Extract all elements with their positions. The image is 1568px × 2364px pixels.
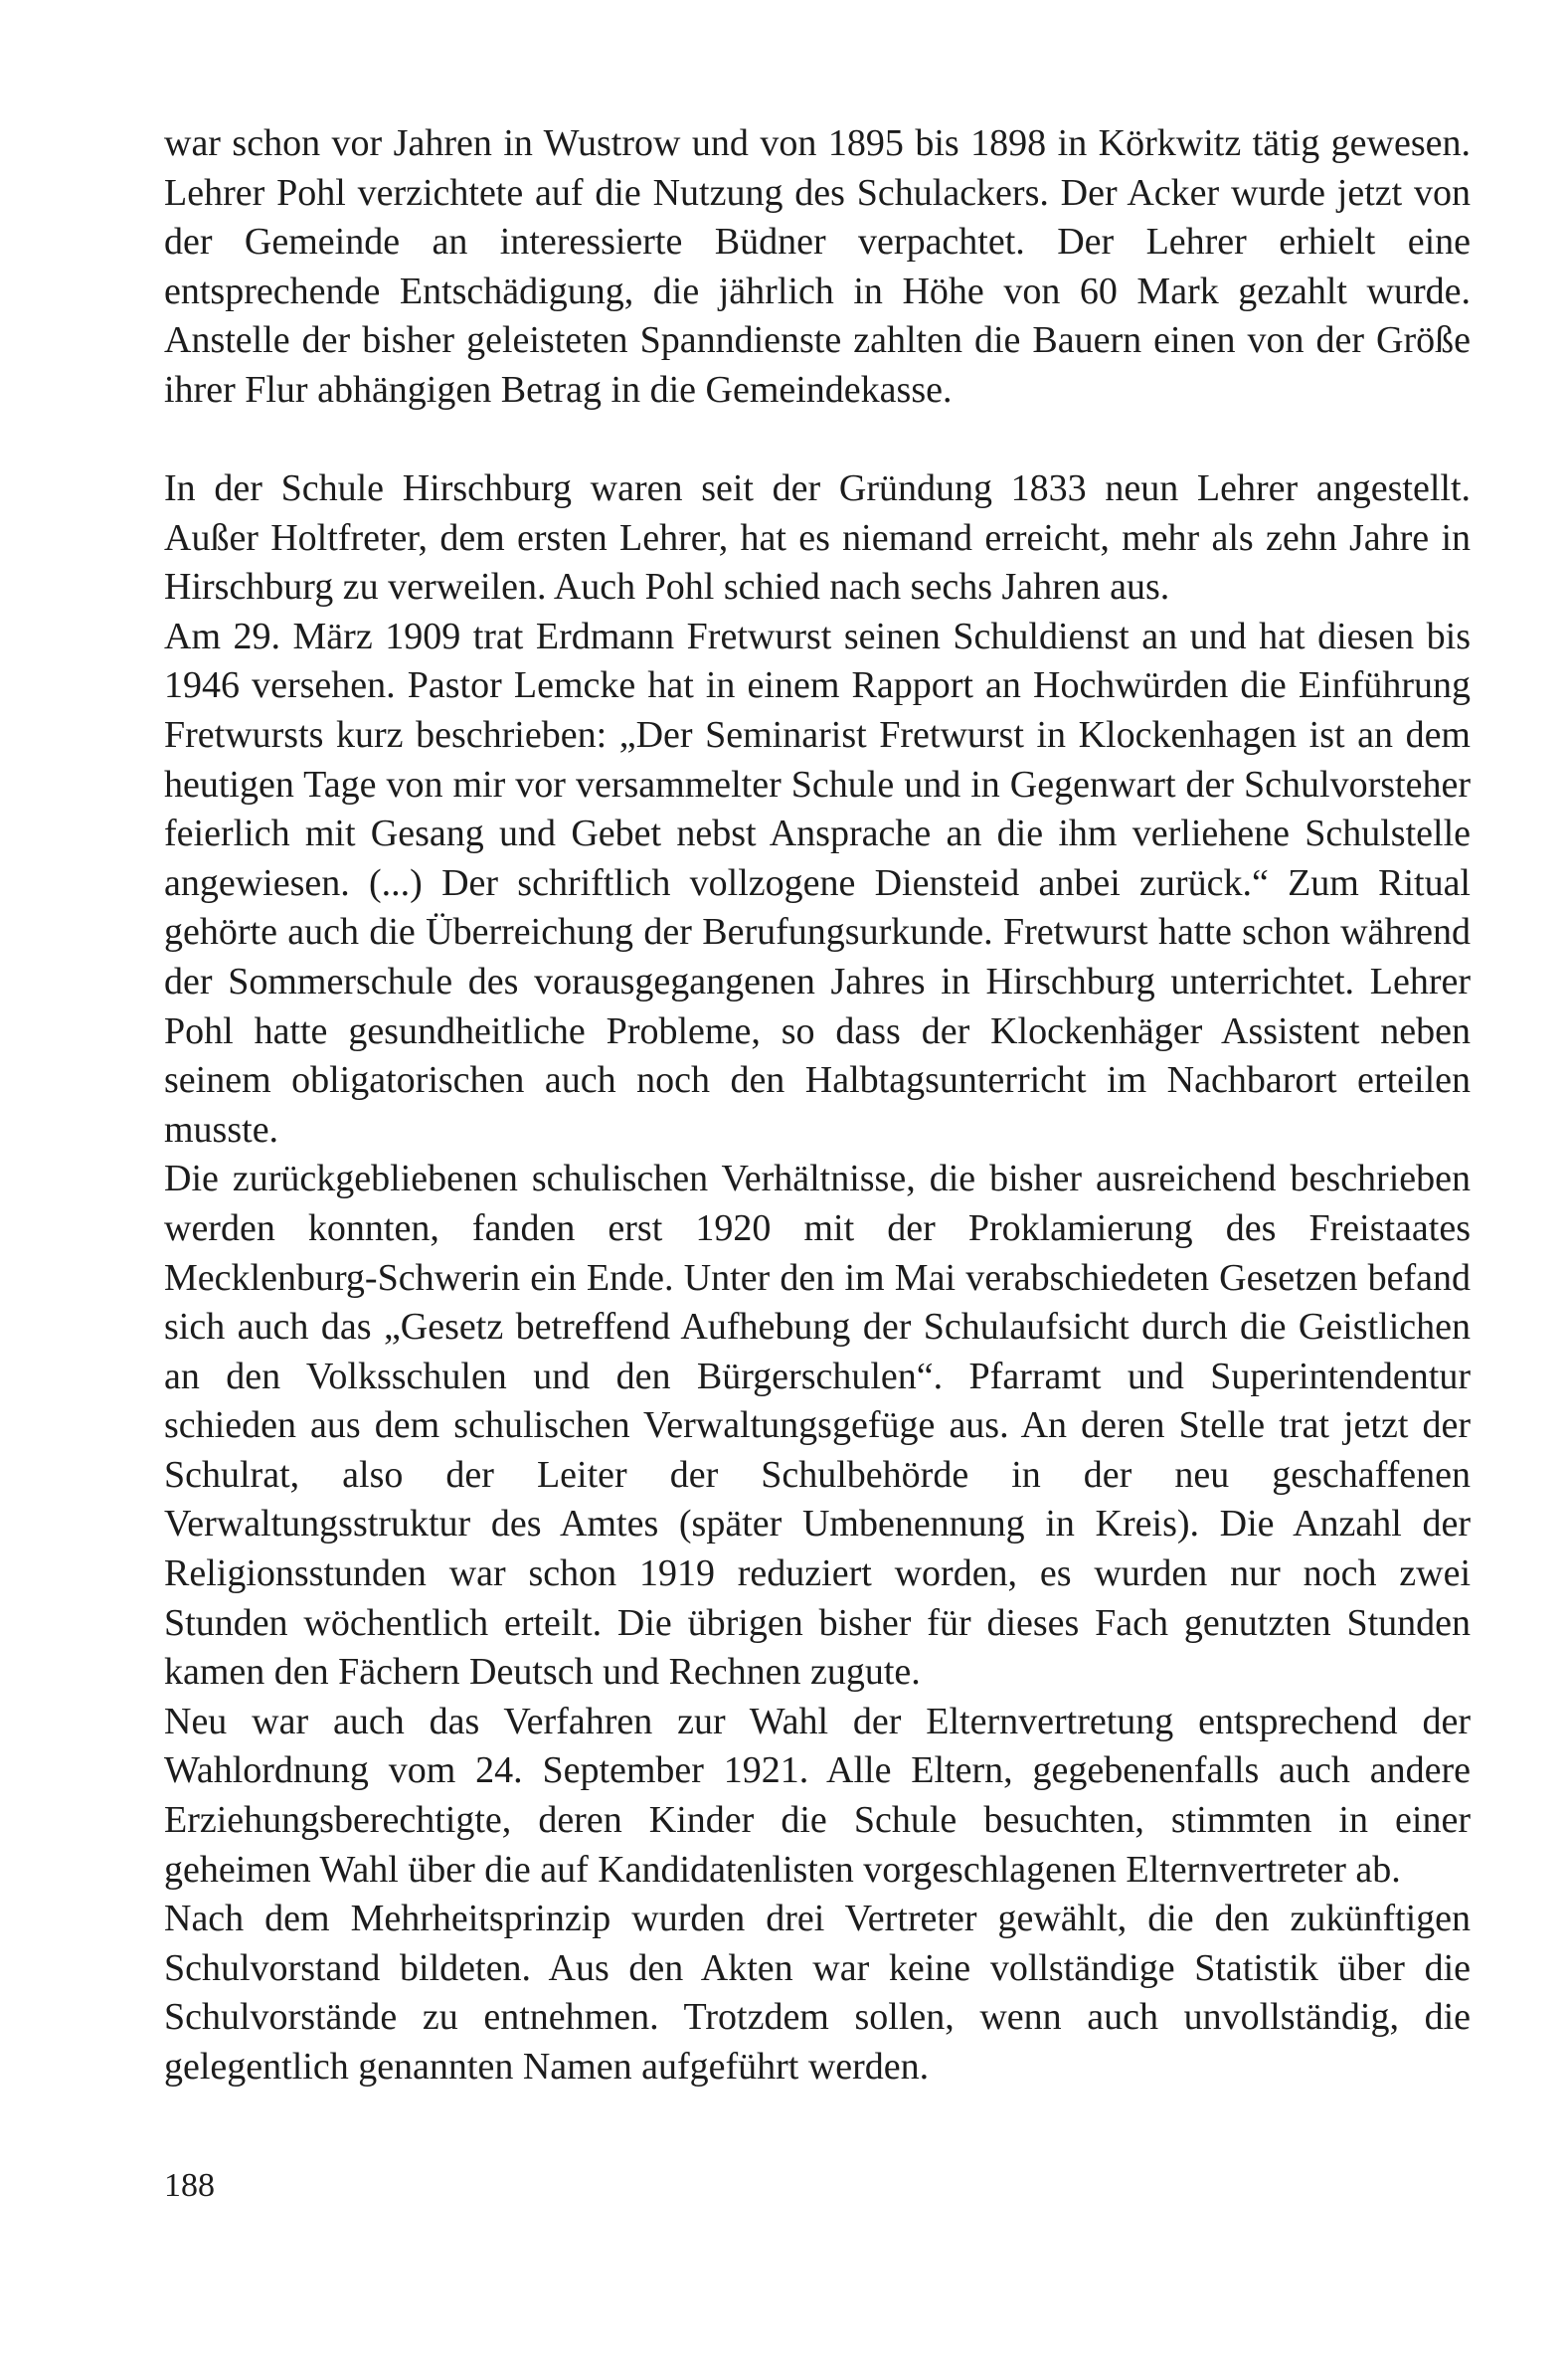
paragraph: Neu war auch das Verfahren zur Wahl der Elternvertretung entsprechend der Wahlordnung vom 24. September 1921. Alle Eltern, gegebenenfalls auch andere Erziehungsberechtigte, deren Kinder die Schule besuchten, stimmten in einer geheimen Wahl über die auf Kandidatenlisten vorgeschlagenen Elternvertreter ab. bbox=[164, 1700, 1471, 1891]
paragraph: Am 29. März 1909 trat Erdmann Fretwurst seinen Schuldienst an und hat diesen bis 1946 versehen. Pastor Lemcke hat in einem Rapport an Hochwürden die Einführung Fretwursts kurz beschrieben: „Der Seminarist Fretwurst in Klockenhagen ist an dem heutigen Tage von mir vor versammelter Schule und in Gegenwart der Schulvorsteher feierlich mit Gesang und Gebet nebst Ansprache an die ihm verliehene Schulstelle angewiesen. (...) Der schriftlich vollzogene Diensteid anbei zurück.“ Zum Ritual gehörte auch die Überreichung der Berufungsurkunde. Fretwurst hatte schon während der Sommerschule des vorausgegangenen Jahres in Hirschburg unterrichtet. Lehrer Pohl hatte gesundheitliche Probleme, so dass der Klockenhäger Assistent neben seinem obligatorischen auch noch den Halbtagsunterricht im Nachbarort erteilen musste. bbox=[164, 615, 1471, 1151]
paragraph: In der Schule Hirschburg waren seit der Gründung 1833 neun Lehrer angestellt. Außer Holtfreter, dem ersten Lehrer, hat es niemand erreicht, mehr als zehn Jahre in Hirschburg zu verweilen. Auch Pohl schied nach sechs Jahren aus. bbox=[164, 467, 1471, 609]
text-block-main bbox=[164, 464, 1471, 2092]
paragraph: Die zurückgebliebenen schulischen Verhältnisse, die bisher ausreichend beschrieben werden konnten, fanden erst 1920 mit der Proklamierung des Freistaates Mecklenburg-Schwerin ein Ende. Unter den im Mai verabschiedeten Gesetzen befand sich auch das „Gesetz betreffend Aufhebung der Schulaufsicht durch die Geistlichen an den Volksschulen und den Bürgerschulen“. Pfarramt und Superintendentur schieden aus dem schulischen Verwaltungsgefüge aus. An deren Stelle trat jetzt der Schulrat, also der Leiter der Schulbehörde in der neu geschaffenen Verwaltungsstruktur des Amtes (später Umbenennung in Kreis). Die Anzahl der Religionsstunden war schon 1919 reduziert worden, es wurden nur noch zwei Stunden wöchentlich erteilt. Die übrigen bisher für dieses Fach genutzten Stunden kamen den Fächern Deutsch und Rechnen zugute. bbox=[164, 1158, 1471, 1694]
text-block-top bbox=[164, 119, 1471, 416]
paragraph: Nach dem Mehrheitsprinzip wurden drei Vertreter gewählt, die den zukünftigen Schulvorstand bildeten. Aus den Akten war keine vollständige Statistik über die Schulvorstände zu entnehmen. Trotzdem sollen, wenn auch unvollständig, die gelegentlich genannten Namen aufgeführt werden. bbox=[164, 1898, 1471, 2088]
page-number: 188 bbox=[164, 2167, 215, 2204]
paragraph: war schon vor Jahren in Wustrow und von 1895 bis 1898 in Körkwitz tätig gewesen. Lehrer Pohl verzichtete auf die Nutzung des Schulackers. Der Acker wurde jetzt von der Gemeinde an interessierte Büdner verpachtet. Der Lehrer erhielt eine entsprechende Entschädigung, die jährlich in Höhe von 60 Mark gezahlt wurde. Anstelle der bisher geleisteten Spanndienste zahlten die Bauern einen von der Größe ihrer Flur abhängigen Betrag in die Gemeindekasse. bbox=[164, 122, 1471, 411]
